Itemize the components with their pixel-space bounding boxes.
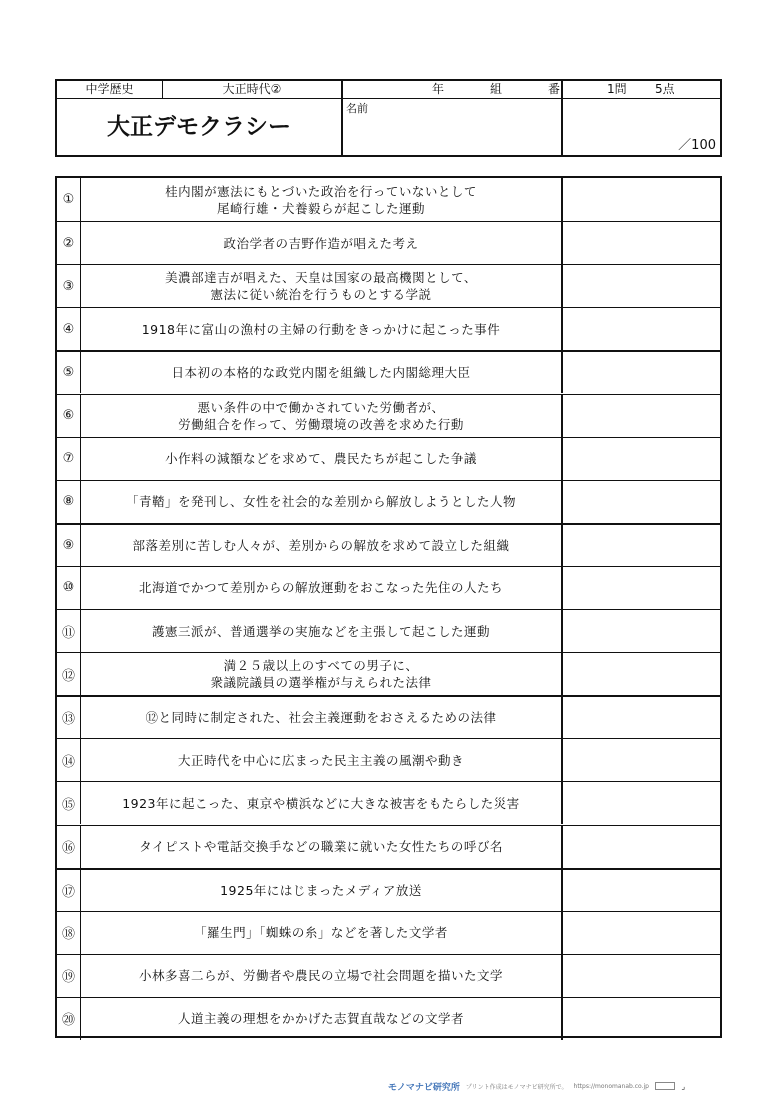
class-label: 組 <box>490 82 503 96</box>
answer-field[interactable] <box>563 308 720 350</box>
question-number: ⑤ <box>57 352 81 393</box>
points-per-question: 1問 <box>607 82 627 96</box>
question-row <box>57 609 720 652</box>
question-text: タイピストや電話交換手などの職業に就いた女性たちの呼び名 <box>81 826 563 868</box>
points-value: 5点 <box>655 82 675 96</box>
question-row <box>57 437 720 480</box>
question-row <box>57 221 720 264</box>
question-row <box>57 868 720 911</box>
question-row <box>57 480 720 523</box>
question-row <box>57 264 720 307</box>
score-field[interactable] <box>563 99 720 155</box>
answer-field[interactable] <box>563 610 720 652</box>
question-text: 悪い条件の中で働かされていた労働者が、 労働組合を作って、労働環境の改善を求めた行動 <box>81 395 563 437</box>
question-text: 日本初の本格的な政党内閣を組織した内閣総理大臣 <box>81 352 563 393</box>
year-label: 年 <box>432 82 445 96</box>
points-info <box>563 81 720 99</box>
footer-url[interactable]: https://monomanab.co.jp <box>573 1082 649 1090</box>
answer-field[interactable] <box>563 912 720 954</box>
corner-mark-icon: ⌟ <box>681 1081 686 1091</box>
question-row <box>57 523 720 566</box>
answer-field[interactable] <box>563 222 720 264</box>
question-number: ⑲ <box>57 955 81 997</box>
question-text: ⑫と同時に制定された、社会主義運動をおさえるための法律 <box>81 697 563 738</box>
question-text: 小林多喜二らが、労働者や農民の立場で社会問題を描いた文学 <box>81 955 563 997</box>
question-row <box>57 178 720 221</box>
question-number: ⑳ <box>57 998 81 1040</box>
score-total: ／100 <box>678 138 716 153</box>
question-text: 満２５歳以上のすべての男子に、 衆議院議員の選挙権が与えられた法律 <box>81 653 563 695</box>
question-number: ⑧ <box>57 481 81 523</box>
answer-field[interactable] <box>563 265 720 307</box>
question-table <box>55 176 722 1038</box>
question-text: 桂内閣が憲法にもとづいた政治を行っていないとして 尾崎行雄・犬養毅らが起こした運動 <box>81 178 563 221</box>
footer-link-box[interactable] <box>655 1082 675 1090</box>
question-number: ③ <box>57 265 81 307</box>
question-row <box>57 307 720 350</box>
question-row <box>57 350 720 393</box>
question-text: 北海道でかつて差別からの解放運動をおこなった先住の人たち <box>81 567 563 609</box>
answer-field[interactable] <box>563 395 720 437</box>
unit-label: 大正時代② <box>163 81 343 99</box>
header-box <box>55 79 722 157</box>
question-row <box>57 911 720 954</box>
question-text: 護憲三派が、普通選挙の実施などを主張して起こした運動 <box>81 610 563 652</box>
question-number: ⑪ <box>57 610 81 652</box>
answer-field[interactable] <box>563 739 720 781</box>
number-label: 番 <box>548 82 561 96</box>
question-number: ⑦ <box>57 438 81 480</box>
question-row <box>57 954 720 997</box>
question-text: 1923年に起こった、東京や横浜などに大きな被害をもたらした災害 <box>81 782 563 824</box>
name-label: 名前 <box>346 102 368 115</box>
question-text: 部落差別に苦しむ人々が、差別からの解放を求めて設立した組織 <box>81 525 563 566</box>
question-number: ⑥ <box>57 395 81 437</box>
question-row <box>57 781 720 824</box>
answer-field[interactable] <box>563 782 720 824</box>
answer-field[interactable] <box>563 870 720 911</box>
question-number: ⑱ <box>57 912 81 954</box>
question-row <box>57 695 720 738</box>
question-row <box>57 997 720 1040</box>
subject-label: 中学歴史 <box>57 81 163 99</box>
answer-field[interactable] <box>563 955 720 997</box>
question-number: ⑩ <box>57 567 81 609</box>
question-number: ④ <box>57 308 81 350</box>
name-field[interactable] <box>343 99 563 155</box>
answer-field[interactable] <box>563 567 720 609</box>
question-number: ⑯ <box>57 826 81 868</box>
question-number: ⑭ <box>57 739 81 781</box>
question-text: 「青鞜」を発刊し、女性を社会的な差別から解放しようとした人物 <box>81 481 563 523</box>
footer-note: プリント作成はモノマナビ研究所で。 <box>465 1083 568 1091</box>
question-text: 1925年にはじまったメディア放送 <box>81 870 563 911</box>
question-number: ① <box>57 178 81 221</box>
footer <box>388 1079 774 1093</box>
answer-field[interactable] <box>563 998 720 1040</box>
question-text: 「羅生門」「蜘蛛の糸」などを著した文学者 <box>81 912 563 954</box>
question-row <box>57 394 720 437</box>
answer-field[interactable] <box>563 352 720 393</box>
question-number: ② <box>57 222 81 264</box>
question-number: ⑨ <box>57 525 81 566</box>
answer-field[interactable] <box>563 481 720 523</box>
question-text: 政治学者の吉野作造が唱えた考え <box>81 222 563 264</box>
answer-field[interactable] <box>563 697 720 738</box>
question-number: ⑬ <box>57 697 81 738</box>
question-text: 大正時代を中心に広まった民主主義の風潮や動き <box>81 739 563 781</box>
publisher-logo: モノマナビ研究所 <box>388 1082 460 1093</box>
question-row <box>57 652 720 695</box>
answer-field[interactable] <box>563 826 720 868</box>
answer-field[interactable] <box>563 525 720 566</box>
answer-field[interactable] <box>563 653 720 695</box>
question-number: ⑮ <box>57 782 81 824</box>
question-number: ⑰ <box>57 870 81 911</box>
question-row <box>57 738 720 781</box>
question-text: 人道主義の理想をかかげた志賀直哉などの文学者 <box>81 998 563 1040</box>
question-text: 小作料の減額などを求めて、農民たちが起こした争議 <box>81 438 563 480</box>
class-info-row <box>343 81 563 99</box>
question-text: 1918年に富山の漁村の主婦の行動をきっかけに起こった事件 <box>81 308 563 350</box>
question-row <box>57 566 720 609</box>
question-text: 美濃部達吉が唱えた、天皇は国家の最高機関として、 憲法に従い統治を行うものとする学説 <box>81 265 563 307</box>
answer-field[interactable] <box>563 438 720 480</box>
question-row <box>57 825 720 868</box>
question-number: ⑫ <box>57 653 81 695</box>
answer-field[interactable] <box>563 178 720 221</box>
worksheet-title: 大正デモクラシー <box>57 99 343 155</box>
